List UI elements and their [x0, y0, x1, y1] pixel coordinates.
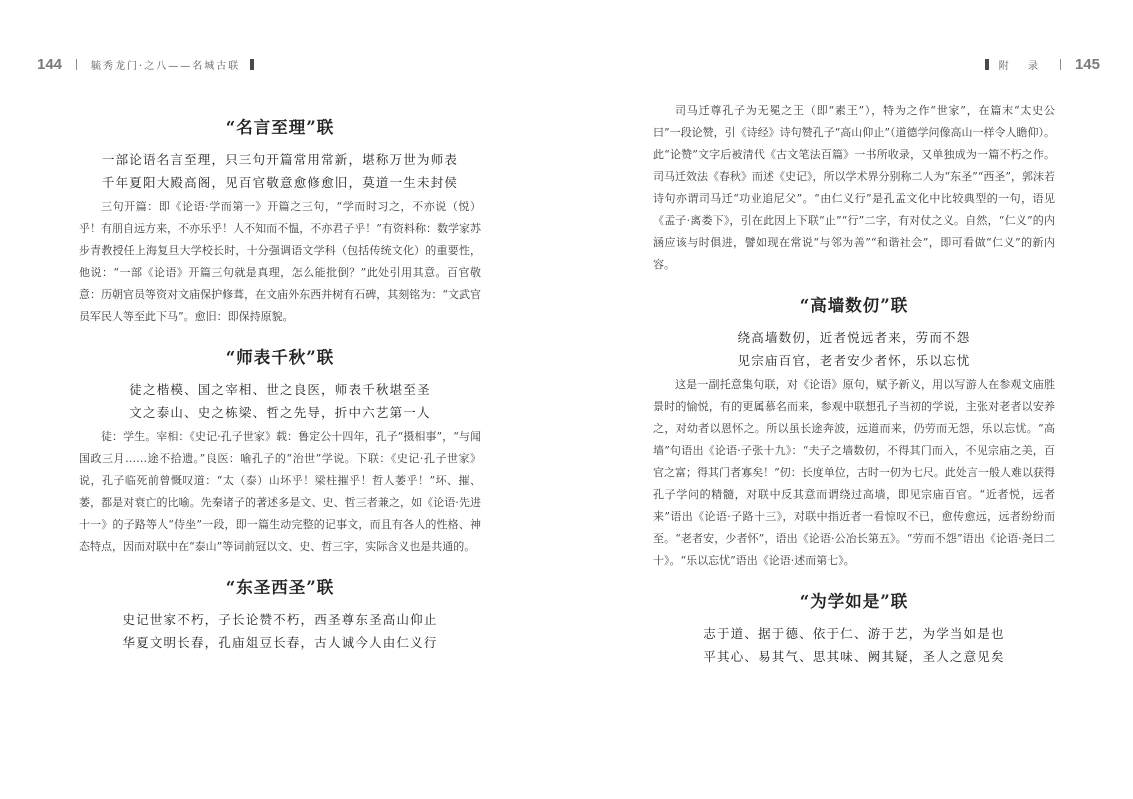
- header-block-mark: [250, 59, 254, 70]
- section-title: “师表千秋”联: [225, 348, 335, 367]
- continued-commentary: 司马迁尊孔子为无冕之王（即“素王”），特为之作“世家”，在篇末“太史公曰”一段论赞，引《诗经》诗句赞孔子“高山仰止”（道德学问像高山一样令人瞻仰）。此“论赞”文字后被清代《古文笔法百篇》一书所收录，又单独成为一篇不朽之作。司马迁效法《春秋》而述《史记》，所以学术界分别称二人为“东圣”“西圣”，郭沫若诗句亦谓司马迁“功业追尼父”。“由仁义行”是孔孟文化中比较典型的一句，语见《孟子·离娄下》，引在此因上下联“止”“行”二字，有对仗之义。自然，“仁义”的内涵应该与时俱进，譬如现在常说“与邻为善”“和谐社会”，即可看做“仁义”的新内容。: [653, 104, 1055, 271]
- left-running-header: [37, 52, 264, 76]
- couplet-section: [79, 114, 481, 328]
- section-commentary: 徒：学生。宰相：《史记·孔子世家》载：鲁定公十四年，孔子“摄相事”，“与闻国政三月……途不拾遗。”良医：喻孔子的“治世”学说。下联：《史记·孔子世家》说，孔子临死前曾慨叹道：“太（泰）山坏乎！梁柱摧乎！哲人萎乎！”坏、摧、萎，都是对衰亡的比喻。先秦诸子的著述多是文、史、哲三者兼之，如《论语·先进十一》的子路等人“侍坐”一段，即一篇生动完整的记事文，而且有各人的性格、神态特点，因而对联中在“泰山”等词前冠以文、史、哲三字，实际含义也是共通的。: [79, 430, 481, 553]
- header-separator: [1060, 59, 1061, 70]
- left-header-title: 毓秀龙门·之八——名城古联: [91, 60, 241, 72]
- couplet-line-lower: 见宗庙百官，老者安少者怀，乐以忘忧: [737, 353, 971, 368]
- right-header-title: 附 录: [998, 60, 1046, 72]
- right-running-header: [975, 52, 1100, 76]
- couplet-line-lower: 平其心、易其气、思其味、阙其疑，圣人之意见矣: [703, 649, 1005, 664]
- couplet-line-upper: 史记世家不朽，子长论赞不朽，西圣尊东圣高山仰止: [122, 612, 438, 627]
- couplet-line-upper: 一部论语名言至理，只三句开篇常用常新，堪称万世为师表: [101, 152, 459, 167]
- couplet-line-upper: 志于道、据于德、依于仁、游于艺，为学当如是也: [703, 626, 1005, 641]
- section-title: “东圣西圣”联: [225, 578, 335, 597]
- header-block-mark: [985, 59, 989, 70]
- couplet-section: [653, 292, 1055, 572]
- right-page-number: 145: [1074, 55, 1100, 73]
- couplet-line-upper: 绕高墙数仞，近者悦远者来，劳而不怨: [737, 330, 971, 345]
- section-title: “名言至理”联: [225, 118, 335, 137]
- couplet-line-lower: 千年夏阳大殿高阁，见百官敬意愈修愈旧，莫道一生未封侯: [101, 175, 459, 190]
- left-page-number: 144: [37, 55, 63, 73]
- left-page: [79, 100, 481, 654]
- couplet-line-upper: 徒之楷模、国之宰相、世之良医，师表千秋堪至圣: [129, 382, 431, 397]
- couplet-section: [79, 344, 481, 558]
- couplet-section: [653, 588, 1055, 668]
- couplet-line-lower: 文之泰山、史之栋梁、哲之先导，折中六艺第一人: [129, 405, 431, 420]
- section-title: “为学如是”联: [799, 592, 909, 611]
- section-commentary: 三句开篇：即《论语·学而第一》开篇之三句，“学而时习之，不亦说（悦）乎！有朋自远方来，不亦乐乎！人不知而不愠，不亦君子乎！”有资料称：数学家苏步青教授任上海复旦大学校长时，十分强调语文学科（包括传统文化）的重要性，他说：“一部《论语》开篇三句就是真理，怎么能批倒？”此处引用其意。百官敬意：历朝官员等资对文庙保护修葺，在文庙外东西并树有石碑，其刻铭为：“文武官员军民人等至此下马”。愈旧：即保持原貌。: [79, 200, 481, 323]
- couplet-line-lower: 华夏文明长春，孔庙俎豆长春，古人诚今人由仁义行: [122, 635, 438, 650]
- section-title: “高墙数仞”联: [799, 296, 909, 315]
- couplet-section: [79, 574, 481, 654]
- right-page: [653, 100, 1055, 668]
- section-commentary: 这是一副托意集句联，对《论语》原句，赋予新义，用以写游人在参观文庙胜景时的愉悦，有的更属慕名而来，参观中联想孔子当初的学说，主张对老者以安养之，对幼者以恩怀之。所以虽长途奔波，远道而来，仍劳而无怨，乐以忘忧。“高墙”句语出《论语·子张十九》：“夫子之墙数仞，不得其门而入，不见宗庙之美，百官之富；得其门者寡矣！”仞：长度单位，古时一仞为七尺。此处言一般人难以获得孔子学问的精髓，对联中反其意而谓绕过高墙，即见宗庙百官。“近者悦，远者来”语出《论语·子路十三》，对联中指近者一看惊叹不已，愈传愈远，远者纷纷而至。“老者安，少者怀”，语出《论语·公冶长第五》。“劳而不怨”语出《论语·尧曰二十》。“乐以忘忧”语出《论语·述而第七》。: [653, 378, 1055, 567]
- header-separator: [76, 59, 77, 70]
